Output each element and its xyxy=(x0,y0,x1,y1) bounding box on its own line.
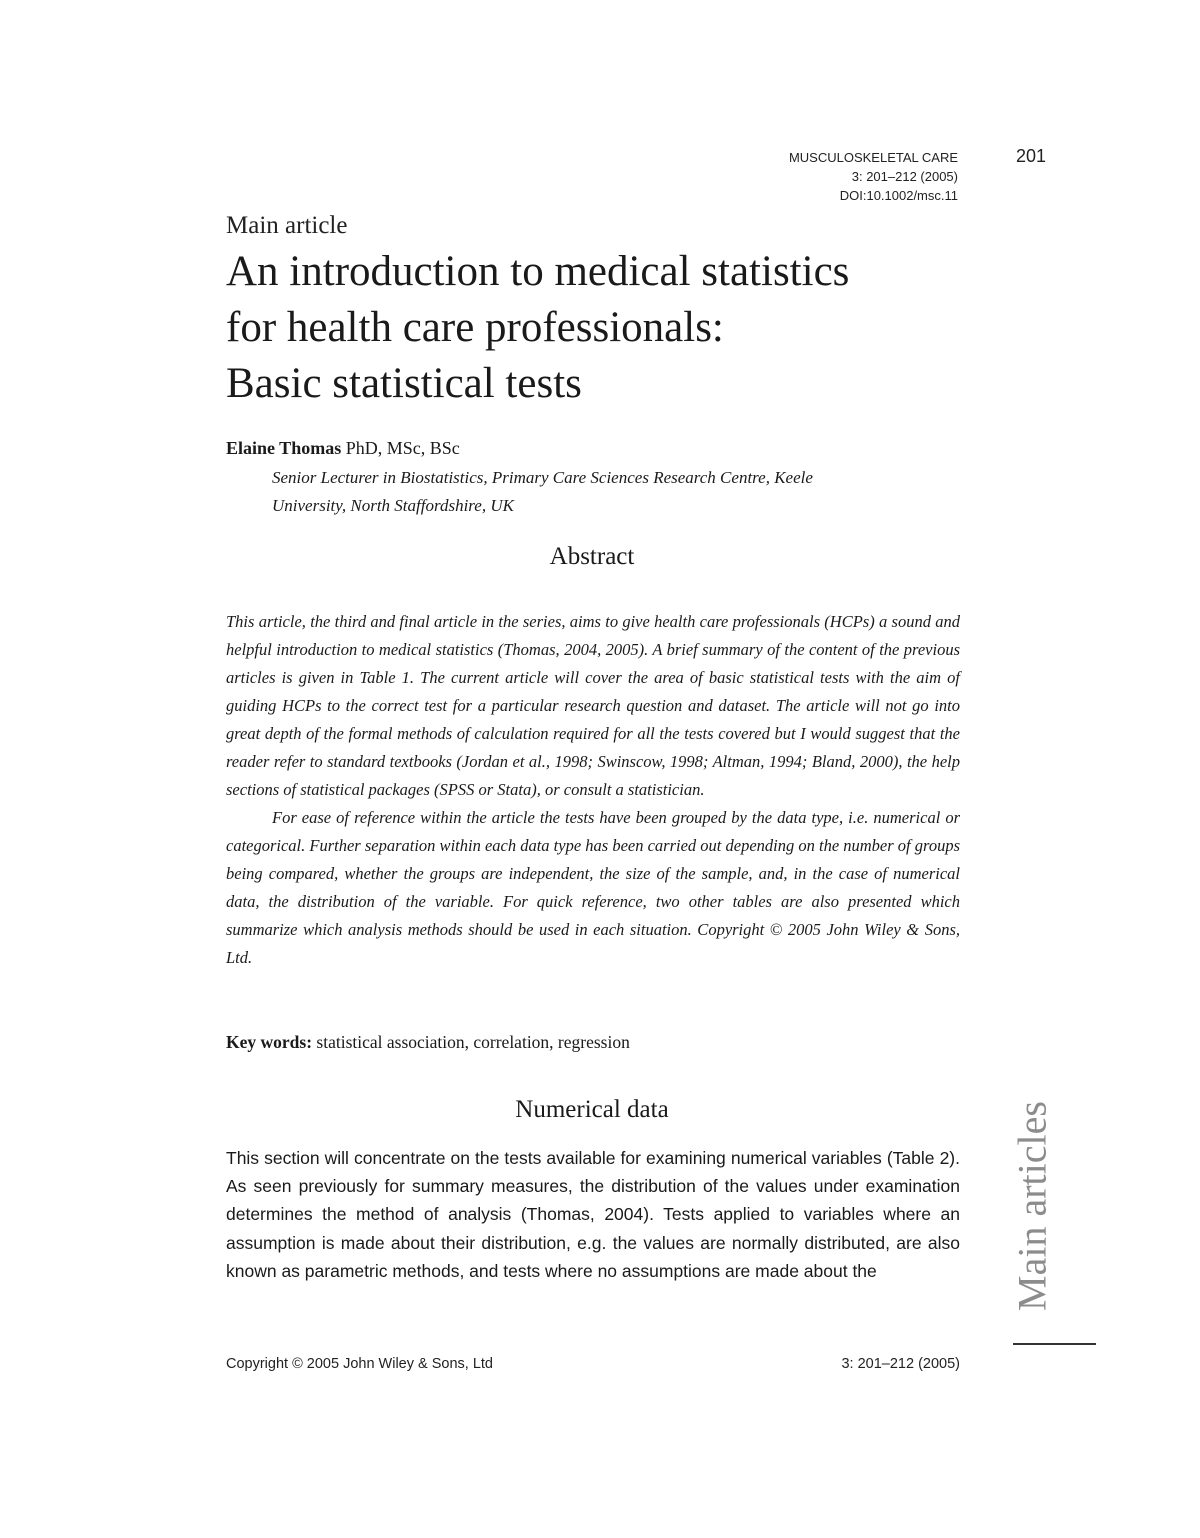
article-title xyxy=(226,244,966,412)
abstract-heading: Abstract xyxy=(549,543,635,570)
abstract-paragraph: For ease of reference within the article the tests have been grouped by the data type, i.e. numerical or categorical. Further separation within each data type has been carried out depending on the number of groups being compared, whether the groups are independent, the size of the sample, and, in the case of numerical data, the distribution of the variable. For quick reference, two other tables are also presented which summarize which analysis methods should be used in each situation. Copyright © 2005 John Wiley & Sons, Ltd. xyxy=(226,808,960,967)
journal-header xyxy=(700,148,958,205)
author-affiliation xyxy=(272,464,952,520)
footer-citation: 3: 201–212 (2005) xyxy=(841,1356,960,1372)
keywords-label: Key words: xyxy=(226,1032,313,1052)
title-line: An introduction to medical statistics xyxy=(226,248,850,295)
author-degrees: PhD, MSc, BSc xyxy=(341,438,460,458)
journal-volume: 3: 201–212 (2005) xyxy=(851,169,958,184)
title-line: Basic statistical tests xyxy=(226,360,582,407)
side-tab-rule xyxy=(1013,1343,1096,1345)
keywords xyxy=(226,1032,630,1053)
side-tab xyxy=(1006,1088,1058,1324)
affiliation-line: University, North Staffordshire, UK xyxy=(272,496,514,515)
abstract-paragraph: This article, the third and final article in the series, aims to give health care professionals (HCPs) a sound and helpful introduction to medical statistics (Thomas, 2004, 2005). A brief summary of the content of the previous articles is given in Table 1. The current article will cover the area of basic statistical tests with the aim of guiding HCPs to the correct test for a particular research question and dataset. The article will not go into great depth of the formal methods of calculation required for all the tests covered but I would suggest that the reader refer to standard textbooks (Jordan et al., 1998; Swinscow, 1998; Altman, 1994; Bland, 2000), the help sections of statistical packages (SPSS or Stata), or consult a statistician. xyxy=(226,612,960,799)
page-number: 201 xyxy=(1015,146,1046,166)
author-line xyxy=(226,438,460,459)
journal-name: MUSCULOSKELETAL CARE xyxy=(788,150,958,165)
affiliation-line: Senior Lecturer in Biostatistics, Primary Care Sciences Research Centre, Keele xyxy=(272,468,813,487)
author-name: Elaine Thomas xyxy=(226,438,342,458)
journal-doi: DOI:10.1002/msc.11 xyxy=(839,188,958,203)
title-line: for health care professionals: xyxy=(226,304,724,351)
abstract-body xyxy=(226,608,960,972)
keywords-text: statistical association, correlation, regression xyxy=(312,1032,630,1052)
section-heading: Numerical data xyxy=(515,1096,669,1123)
footer-copyright: Copyright © 2005 John Wiley & Sons, Ltd xyxy=(226,1356,493,1372)
article-type-label: Main article xyxy=(226,212,348,239)
side-tab-label: Main articles xyxy=(1009,1101,1055,1311)
section-body: This section will concentrate on the tests available for examining numerical variables (Table 2). As seen previously for summary measures, the distribution of the values under examination determines the method of analysis (Thomas, 2004). Tests applied to variables where an assumption is made about their distribution, e.g. the values are normally distributed, are also known as parametric methods, and tests where no assumptions are made about the xyxy=(226,1148,960,1281)
